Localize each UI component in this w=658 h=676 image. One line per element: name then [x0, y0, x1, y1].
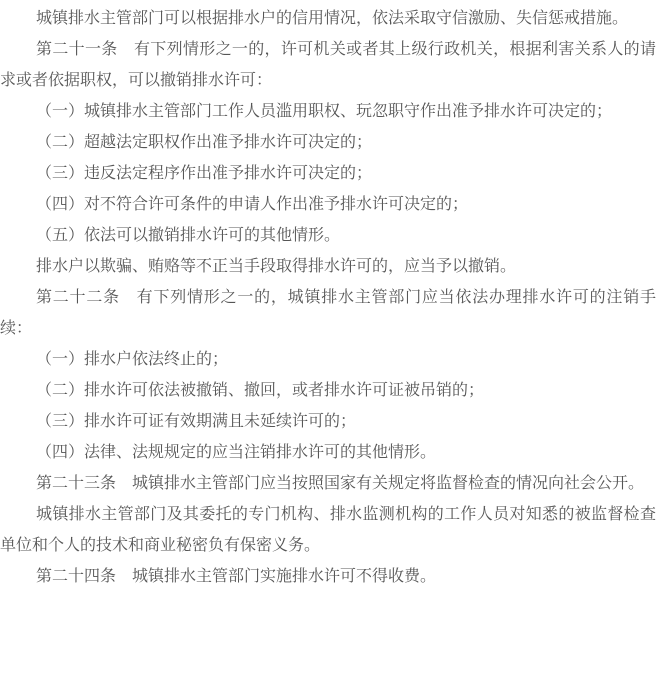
article-21-item-3: （三）违反法定程序作出准予排水许可决定的；: [36, 163, 373, 182]
paragraph-credit-measures: 城镇排水主管部门可以根据排水户的信用情况，依法采取守信激励、失信惩戒措施。: [36, 8, 629, 27]
article-22-item-1: （一）排水户依法终止的；: [36, 349, 229, 368]
paragraph-fraud-revocation: 排水户以欺骗、贿赂等不正当手段取得排水许可的，应当予以撤销。: [36, 256, 517, 275]
article-22-item-4: （四）法律、法规规定的应当注销排水许可的其他情形。: [36, 442, 437, 461]
paragraph-confidentiality: 城镇排水主管部门及其委托的专门机构、排水监测机构的工作人员对知悉的被监督检查单位和个人的技术和商业秘密负有保密义务。: [0, 504, 656, 554]
article-22-item-3: （三）排水许可证有效期满且未延续许可的；: [36, 411, 357, 430]
article-21-item-2: （二）超越法定职权作出准予排水许可决定的；: [36, 132, 373, 151]
article-22-item-2: （二）排水许可依法被撤销、撤回，或者排水许可证被吊销的；: [36, 380, 485, 399]
document-body: [0, 2, 656, 591]
paragraph-article-23: 第二十三条 城镇排水主管部门应当按照国家有关规定将监督检查的情况向社会公开。: [36, 473, 645, 492]
paragraph-article-24: 第二十四条 城镇排水主管部门实施排水许可不得收费。: [36, 566, 437, 585]
paragraph-article-21: 第二十一条 有下列情形之一的，许可机关或者其上级行政机关，根据利害关系人的请求或者依据职权，可以撤销排水许可：: [0, 39, 656, 89]
paragraph-article-22: 第二十二条 有下列情形之一的，城镇排水主管部门应当依法办理排水许可的注销手续：: [0, 287, 656, 337]
article-21-item-1: （一）城镇排水主管部门工作人员滥用职权、玩忽职守作出准予排水许可决定的；: [36, 101, 613, 120]
article-21-item-4: （四）对不符合许可条件的申请人作出准予排水许可决定的；: [36, 194, 469, 213]
article-21-item-5: （五）依法可以撤销排水许可的其他情形。: [36, 225, 341, 244]
